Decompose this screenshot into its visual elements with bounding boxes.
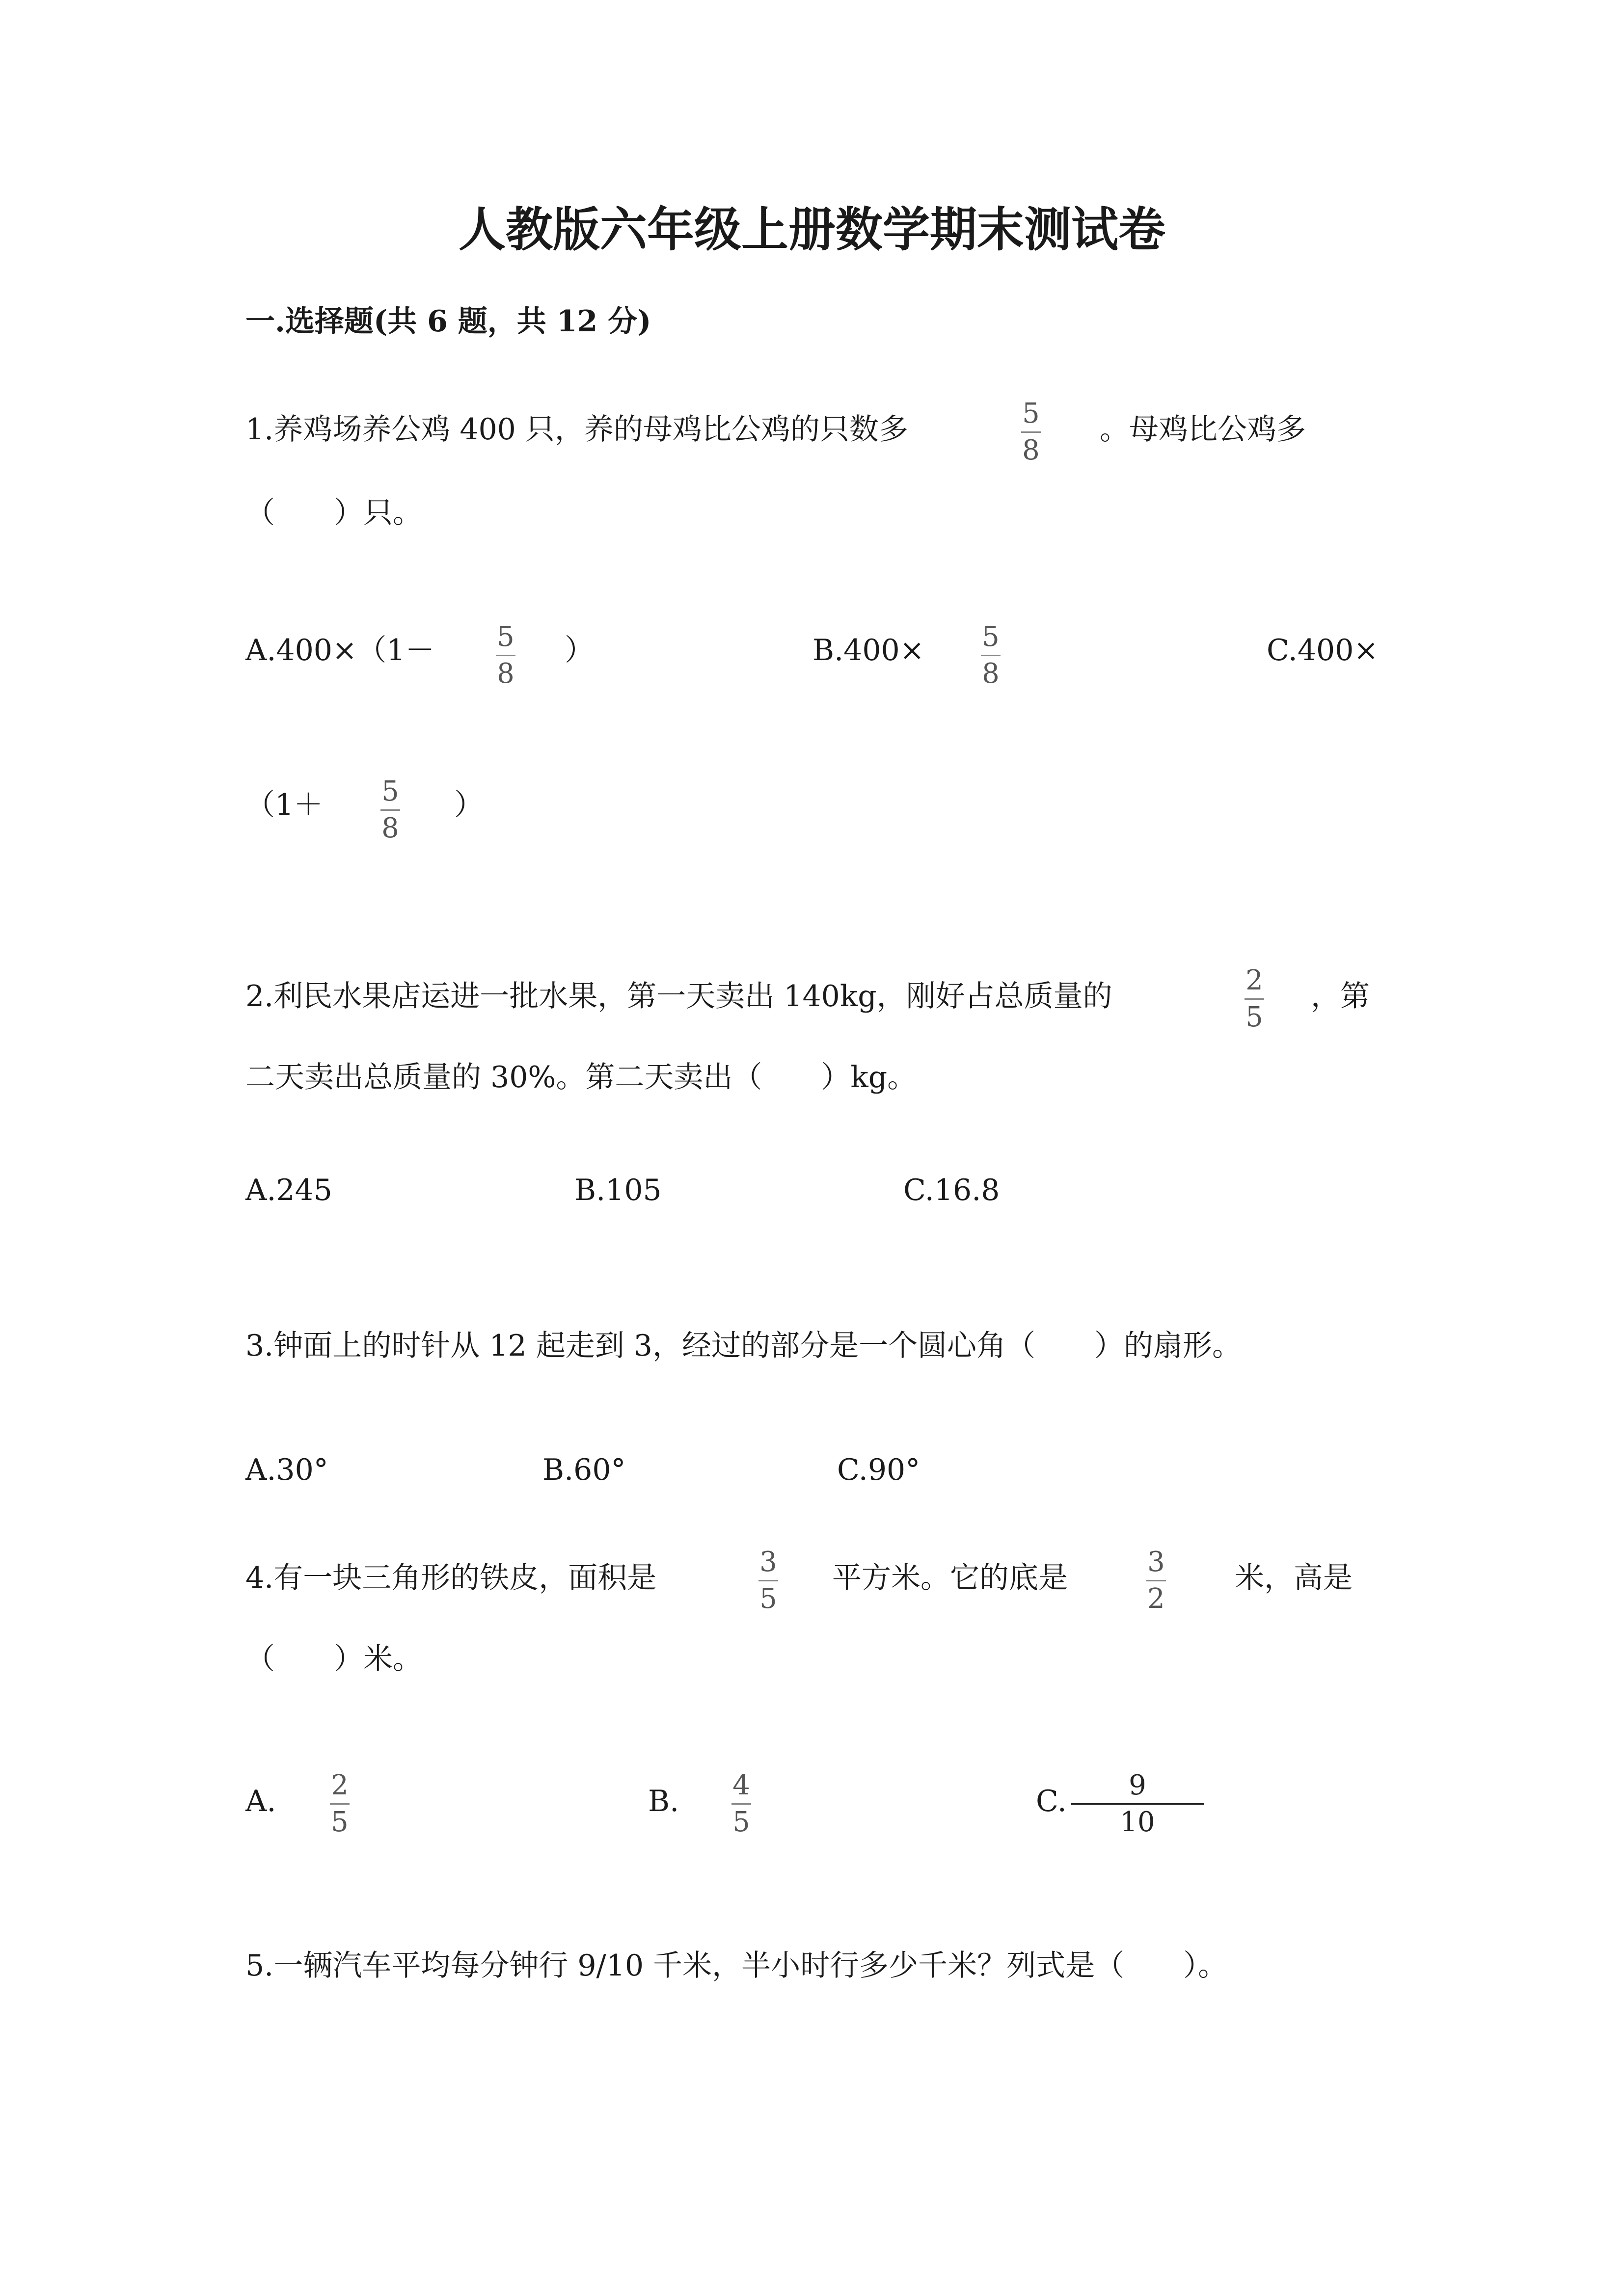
question-4-blank: （ ）米。 [245, 1642, 422, 1676]
option-c-continued: （1＋ [245, 788, 324, 822]
option-a: A.245 [245, 1173, 332, 1207]
fraction-denominator: 5 [1245, 1001, 1263, 1033]
fraction-bar [1021, 431, 1041, 433]
option-a-fraction [496, 623, 515, 688]
question-1-text: 1.养鸡场养公鸡 400 只，养的母鸡比公鸡的只数多 [245, 412, 908, 447]
option-c-fraction [380, 775, 400, 844]
question-4-base-fraction [1146, 1548, 1166, 1613]
fraction-numerator: 3 [759, 1546, 777, 1578]
fraction-bar [1245, 998, 1264, 1000]
question-1-text-end: 。母鸡比公鸡多 [1100, 412, 1306, 447]
question-3-text: 3.钟面上的时针从 12 起走到 3，经过的部分是一个圆心角（ ）的扇形。 [245, 1329, 1242, 1363]
question-2-line2: 二天卖出总质量的 30%。第二天卖出（ ）kg。 [245, 1060, 917, 1095]
fraction-numerator: 2 [1245, 964, 1263, 996]
question-4-text-end: 米，高是 [1235, 1561, 1353, 1595]
fraction-numerator: 9 [1129, 1769, 1146, 1801]
fraction-denominator: 5 [331, 1806, 349, 1838]
option-a: A.30° [245, 1453, 328, 1487]
fraction-denominator: 5 [759, 1583, 777, 1615]
fraction-bar [981, 655, 1001, 656]
question-2-text: 2.利民水果店运进一批水果，第一天卖出 140kg，刚好占总质量的 [245, 979, 1112, 1014]
fraction-denominator: 5 [732, 1806, 750, 1838]
fraction-denominator: 8 [1022, 434, 1040, 466]
question-1-fraction [1021, 400, 1041, 464]
option-a-fraction [330, 1769, 350, 1838]
fraction-numerator: 5 [982, 621, 1000, 653]
question-2-fraction [1245, 964, 1264, 1033]
fraction-bar [380, 809, 400, 811]
fraction-numerator: 2 [331, 1769, 349, 1801]
fraction-numerator: 3 [1147, 1546, 1165, 1578]
question-2-text-end: ，第 [1311, 979, 1370, 1014]
option-b: B. [648, 1784, 679, 1818]
option-c-close: ） [454, 788, 484, 822]
fraction-bar [1146, 1580, 1166, 1581]
fraction-bar [1071, 1803, 1204, 1805]
option-c-fraction [1071, 1769, 1204, 1838]
option-c: C.400× [1267, 633, 1379, 667]
option-b: B.105 [574, 1173, 662, 1207]
question-4-text: 4.有一块三角形的铁皮，面积是 [245, 1561, 657, 1595]
option-c: C.16.8 [903, 1173, 1000, 1207]
fraction-numerator: 5 [497, 621, 514, 653]
fraction-numerator: 5 [381, 775, 399, 807]
option-c: C.90° [837, 1453, 920, 1487]
fraction-denominator: 8 [982, 658, 1000, 690]
option-b-fraction [731, 1769, 751, 1838]
fraction-bar [330, 1803, 350, 1805]
question-4-text-mid: 平方米。它的底是 [832, 1561, 1068, 1595]
fraction-numerator: 4 [732, 1769, 750, 1801]
section-heading: 一.选择题(共 6 题，共 12 分) [245, 304, 651, 339]
fraction-numerator: 5 [1022, 398, 1040, 429]
fraction-bar [758, 1580, 778, 1581]
option-b-fraction [981, 623, 1001, 688]
option-a: A. [245, 1784, 276, 1818]
fraction-denominator: 8 [381, 812, 399, 844]
fraction-denominator: 2 [1147, 1583, 1165, 1615]
fraction-bar [496, 655, 515, 656]
option-b: B.400× [812, 633, 924, 667]
question-4-area-fraction [758, 1548, 778, 1613]
option-a: A.400×（1－ [245, 633, 435, 667]
question-1-blank: （ ）只。 [245, 496, 422, 530]
option-b: B.60° [542, 1453, 626, 1487]
page-title: 人教版六年级上册数学期末测试卷 [459, 202, 1165, 257]
fraction-bar [731, 1803, 751, 1805]
option-a-close: ） [565, 633, 594, 667]
fraction-denominator: 8 [497, 658, 514, 690]
fraction-denominator: 10 [1120, 1806, 1155, 1838]
option-c: C. [1036, 1784, 1067, 1818]
question-5-text: 5.一辆汽车平均每分钟行 9/10 千米，半小时行多少千米？列式是（ ）。 [245, 1949, 1228, 1983]
